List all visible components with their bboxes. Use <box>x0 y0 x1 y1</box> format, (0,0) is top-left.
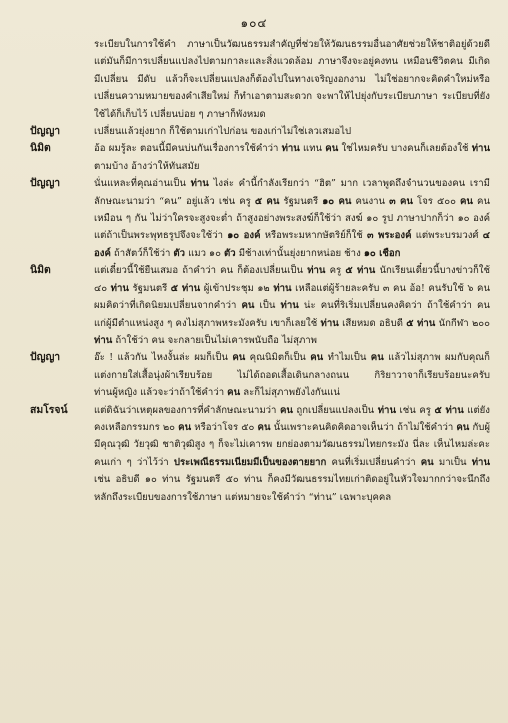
text-run: นั้นเพราะคนคิดคิดอาจเห็นว่า ถ้าไม่ใช้คำว่า <box>270 421 457 433</box>
bold-term: ท่าน <box>377 404 397 416</box>
text-run: มีช้างเท่านั้นยุ่งยากหน่อย ช้าง <box>235 247 364 259</box>
text-run: คนที่เริ่มเปลี่ยนคำว่า <box>326 456 421 468</box>
bold-term: คน <box>460 195 473 207</box>
text-run: ระเบียบในการใช้คำ ภาษาเป็นวัฒนธรรมสำคัญที่ช่วยให้วัฒนธรรมอื่นอาศัยช่วยให้ชาติอยู่ด้วยดี แต่มันก็มีการเปลี่ยนแปลงไปตามกาละและสิ่งแวดล้อม ภาษาจึงจะอยู่คงทน เหมือนชีวิตคน มีเกิด มีเปลี่ยน มีดับ แล้วก็จะเปลี่ยนแปลงก็ต้องไปในทางเจริญงอกงาม ไม่ใช่อยากจะคิดคำใหม่หรือเปลี่ยนความหมายของคำเสียใหม่ ก็ทำเอาตามสะดวก จะพาให้ไปยุ่งกับระเบียบภาษา ระเบียบที่ยังใช้ได้ก็เก็บไว้ เปลี่ยนบ่อย ๆ ภาษาก็พังหมด <box>94 39 490 120</box>
bold-term: คน <box>241 300 255 312</box>
bold-term: ท่าน <box>190 178 209 190</box>
text-run: เหลือแต่ผู้ร้ายละครับ ๓ คน อ้อ! คนรับใช้ ๖ คน ผมคิดว่าที่เกิดนิยมเปลี่ยนจากคำว่า <box>94 282 490 312</box>
bold-term: ท่าน <box>94 334 113 346</box>
text-run: ไงล่ะ คำนี้กำลังเรียกว่า “ฮิต” มาก เวลาพูดถึงจำนวนของคน เรามีลักษณะนามว่า “คน” อยู่แล้ว เช่น ครู <box>94 178 490 207</box>
speaker-name: สมโรจน์ <box>30 403 68 416</box>
bold-term: ท่าน <box>273 282 292 294</box>
text-run: นักเรียนเดี๋ยวนี้บางข่าวก็ใช้ ๔๐ <box>94 265 491 294</box>
text-run: เสียหมด อธิบดี <box>338 317 407 329</box>
bold-term: คน <box>232 352 246 364</box>
text-run: เช่น ครู <box>396 404 435 416</box>
text-run: แต่ดิฉันว่าเหตุผลของการที่คำลักษณะนามว่า <box>94 404 280 416</box>
bold-term: ๕ คน <box>254 195 280 207</box>
speaker-name: ปัญญา <box>30 177 61 190</box>
text-run: นั่นแหละที่คุณอ่านเป็น <box>94 178 191 190</box>
text-run: คุณนิมิตก็เป็น <box>245 352 311 364</box>
bold-term: ๕ ท่าน <box>406 317 436 329</box>
text-run: มาเป็น <box>433 456 472 468</box>
text-run: ทำไมเป็น <box>323 352 371 364</box>
dialogue-entry <box>30 175 490 262</box>
bold-term: ตัว <box>224 247 236 259</box>
bold-term: ท่าน <box>281 143 300 155</box>
bold-term: ท่าน <box>471 456 491 468</box>
bold-term: คน <box>227 387 241 399</box>
text-run: คนงาน <box>351 195 390 207</box>
text-run: คนเหมือน ๆ กัน ไม่ว่าใครจะสูงจะต่ำ ถ้าสูงอย่างพระสงฆ์ก็ใช้ว่า สงฆ์ ๑๐ รูป ภาษาปากก็ว่า ๑๐ องค์ แต่ถ้าเป็นพระพุทธรูปจึงจะใช้ว่า <box>94 195 491 242</box>
bold-term: ท่าน <box>471 143 491 155</box>
text-run: กับผู้มีคุณวุฒิ วัยวุฒิ ชาติวุฒิสูง ๆ ก็จะไม่เคารพ ยกย่องตามวัฒนธรรมไทยกระมัง นี่ละ เห็นไหมล่ะคะ คนเก่า ๆ ว่าไว้ว่า <box>94 421 490 468</box>
bold-term: ๕ ท่าน <box>345 265 376 277</box>
paragraph-text <box>94 175 490 262</box>
bold-term: ประเพณีธรรมเนียมมีเป็นของตายยาก <box>173 456 327 468</box>
bold-term: ท่าน <box>320 317 339 329</box>
bold-term: คน <box>178 421 192 433</box>
text-run: น่ะ คนที่ริเริ่มเปลี่ยนคงคิดว่า ถ้าใช้คำว่า คน แก่ผู้มีตำแหน่งสูง ๆ คงไม่สุภาพหระมังครับ เขาก็เลยใช้ <box>94 300 490 329</box>
bold-term: คน <box>420 456 434 468</box>
page-number: ๑๐๔ <box>240 16 268 30</box>
paragraph-text <box>94 349 490 401</box>
text-run: ครู <box>325 265 346 277</box>
bold-term: คน <box>370 352 384 364</box>
text-run: ละก็ไม่สุภาพยังไงกันแน่ <box>240 387 340 399</box>
bold-term: ๑๐ เชือก <box>363 247 401 259</box>
text-run: อ้อ ผมรู้ละ ตอนนี้มีคนบ่นกันเรื่องการใช้คำว่า <box>94 143 282 155</box>
text-run: แต่เดี๋ยวนี้ใช้ยืนเสมอ ถ้าคำว่า คน ก็ต้องเปลี่ยนเป็น <box>94 265 308 277</box>
text-run: ใช่ไหมครับ บางคนก็เลยต้องใช้ <box>338 143 472 155</box>
text-run: แต่พระบรมวงศ์ <box>411 230 483 242</box>
text-run: แทน <box>299 143 326 155</box>
text-run: เป็น <box>254 300 281 312</box>
speaker-name: นิมิต <box>30 264 51 277</box>
text-run: ตามบ้าง อ้างว่าให้ทันสมัย <box>94 160 200 172</box>
bold-term: ๑๐ คน <box>322 195 352 207</box>
paragraph-text <box>94 140 490 175</box>
text-run: ถ้าสัตว์ก็ใช้ว่า <box>110 247 174 259</box>
text-run: อ๊ะ ! แล้วกัน ไหงงั้นล่ะ ผมก็เป็น <box>94 352 233 364</box>
speaker-name: ปัญญา <box>30 351 61 364</box>
text-run: ผู้เข้าประชุม ๑๒ <box>200 282 274 294</box>
text-run: เปลี่ยนแล้วยุ่งยาก ก็ใช้ตามเก่าไปก่อน ของเก่าไม่ใช่เลวเสมอไป <box>94 126 352 138</box>
text-run: ถ้าใช้ว่า คน จะกลายเป็นไม่เคารพนับถือ ไม่สุภาพ <box>112 334 317 346</box>
paragraph-text <box>94 123 490 140</box>
bold-term: คน <box>456 421 470 433</box>
text-run: นักกีฬา ๒๐๐ <box>435 317 490 329</box>
text-run: หรือพระมหากษัตริย์ก็ใช้ <box>260 230 367 242</box>
paragraph-text <box>94 36 490 123</box>
speaker-name: ปัญญา <box>30 125 61 138</box>
bold-term: ๓ พระองค์ <box>366 230 412 242</box>
bold-term: คน <box>310 352 324 364</box>
bold-term: ๓ คน <box>389 195 413 207</box>
dialogue-body <box>30 36 490 506</box>
bold-term: ๑๐ องค์ <box>227 230 261 242</box>
paragraph-text <box>94 402 490 506</box>
text-run: โจร ๕๐๐ <box>413 195 461 207</box>
speaker-name: นิมิต <box>30 142 51 155</box>
text-run: เช่น อธิบดี ๑๐ ท่าน รัฐมนตรี ๕๐ ท่าน ก็คงมีวัฒนธรรมไทยเก่าติดอยู่ในหัวใจมากกว่าจะนึกถึงหลักถึงระเบียบของการใช้ภาษา แต่หมายจะใช้คำว่า “ท่าน” เฉพาะบุคคล <box>94 474 490 503</box>
bold-term: คน <box>325 143 339 155</box>
bold-term: คน <box>257 421 271 433</box>
dialogue-entry <box>30 123 490 140</box>
dialogue-entry <box>30 402 490 506</box>
text-run: ถูกเปลี่ยนแปลงเป็น <box>292 404 378 416</box>
text-run: รัฐมนตรี <box>128 282 171 294</box>
dialogue-entry <box>30 36 490 123</box>
text-run: รัฐมนตรี <box>279 195 323 207</box>
bold-term: ท่าน <box>307 265 326 277</box>
text-run: แมว ๑๐ <box>185 247 225 259</box>
text-run: แล้วไม่สุภาพ ผมกับคุณก็แต่งกายใส่เสื้อนุ่งผ้าเรียบร้อย ไม่ได้ถอดเสื้อเดินกลางถนน กิริยาวาจาก็เรียบร้อยนะครับ ท่านผู้หญิง แล้วจะว่าถ้าใช้คำว่า <box>94 352 490 399</box>
dialogue-entry <box>30 349 490 401</box>
dialogue-entry <box>30 140 490 175</box>
bold-term: ๕ ท่าน <box>434 404 464 416</box>
bold-term: ๕ ท่าน <box>170 282 201 294</box>
text-run: หรือว่าโจร ๕๐ <box>191 421 258 433</box>
bold-term: ตัว <box>173 247 186 259</box>
text-run: แต่ยังคงเหลือกรรมกร ๒๐ <box>94 404 490 433</box>
bold-term: ๔ องค์ <box>94 230 490 259</box>
bold-term: ท่าน <box>110 282 129 294</box>
dialogue-entry <box>30 262 490 349</box>
paragraph-text <box>94 262 490 349</box>
bold-term: คน <box>279 404 293 416</box>
bold-term: ท่าน <box>280 300 299 312</box>
